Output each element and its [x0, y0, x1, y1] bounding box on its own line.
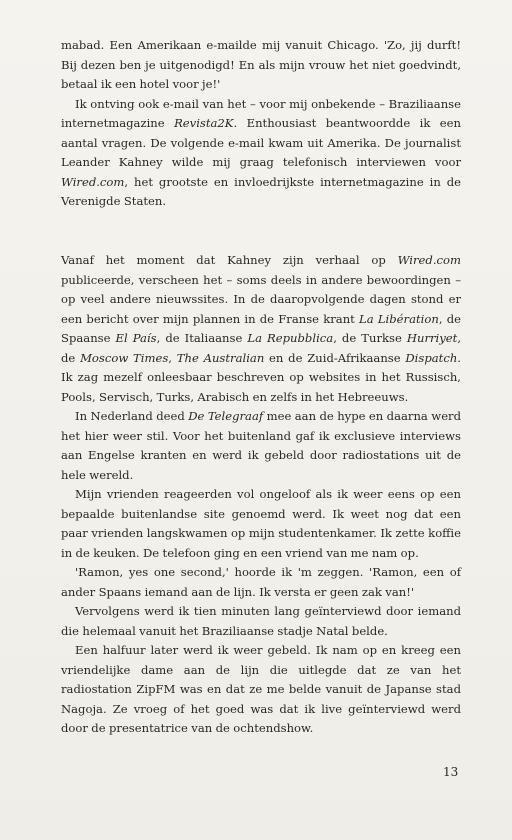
paragraph: Vanaf het moment dat Kahney zijn verhaal op Wired.com publiceerde, verscheen het – soms deels in andere bewoordingen – op veel andere nieuwssites. In de daaropvolgende dagen stond er een bericht over mijn plannen in de Franse krant La Libération, de Spaanse El País, de Italiaanse La Repubblica, de Turkse Hurriyet, de Moscow Times, The Australian en de Zuid-Afrikaanse Dispatch. Ik zag mezelf onleesbaar beschreven op websites in het Russisch, Pools, Servisch, Turks, Arabisch en zelfs in het Hebreeuws. — [61, 253, 462, 404]
newspaper-title: El País — [115, 331, 157, 345]
site-title: Wired.com — [397, 253, 461, 267]
newspaper-title: De Telegraaf — [188, 409, 264, 423]
magazine-title: Wired.com — [61, 174, 125, 189]
newspaper-title: La Libération — [359, 311, 439, 326]
text-section-2 — [61, 251, 461, 739]
paragraph: mabad. Een Amerikaan e-mailde mij vanuit Chicago. 'Zo, jij durft! Bij dezen ben je uitgenodigd! En als mijn vrouw het niet goedvindt, betaal ik een hotel voor je!' — [61, 38, 461, 91]
paragraph: Mijn vrienden reageerden vol ongeloof als ik weer eens op een bepaalde buitenlandse site genoemd werd. Ik weet nog dat een paar vrienden langskwamen op mijn studentenkamer. Ik zette koffie in de keuken. De telefoon ging en een vriend van me nam op. — [61, 487, 461, 560]
magazine-title: Revista2K — [174, 116, 234, 130]
text-section-1 — [61, 36, 461, 212]
paragraph: Vervolgens werd ik tien minuten lang geïnterviewd door iemand die helemaal vanuit het Braziliaanse stadje Natal belde. — [61, 604, 461, 638]
page-number: 13 — [443, 765, 459, 779]
newspaper-title: Hurriyet — [406, 331, 458, 345]
newspaper-title: La Repubblica — [247, 331, 334, 345]
newspaper-title: The Australian — [176, 350, 265, 365]
paragraph: Ik ontving ook e-mail van het – voor mij onbekende – Braziliaanse internetmagazine Revista2K. Enthousiast beantwoordde ik een aantal vragen. De volgende e-mail kwam uit Amerika. De journalist Leander Kahney wilde mij graag telefonisch interviewen voor Wired.com, het grootste en invloedrijkste internetmagazine in de Verenigde Staten. — [61, 96, 461, 208]
newspaper-title: Moscow Times — [80, 350, 169, 365]
paragraph: Een halfuur later werd ik weer gebeld. Ik nam op en kreeg een vriendelijke dame aan de lijn die uitlegde dat ze van het radiostation ZipFM was en dat ze me belde vanuit de Japanse stad Nagoja. Ze vroeg of het goed was dat ik live geïnterviewd werd door de presentatrice van de ochtendshow. — [61, 643, 461, 735]
newspaper-title: Dispatch — [405, 350, 458, 365]
paragraph: 'Ramon, yes one second,' hoorde ik 'm zeggen. 'Ramon, een of ander Spaans iemand aan de lijn. Ik versta er geen zak van!' — [61, 565, 461, 599]
paragraph: In Nederland deed De Telegraaf mee aan de hype en daarna werd het hier weer stil. Voor het buitenland gaf ik exclusieve interviews aan Engelse kranten en werd ik gebeld door radiostations uit de hele wereld. — [61, 409, 462, 482]
